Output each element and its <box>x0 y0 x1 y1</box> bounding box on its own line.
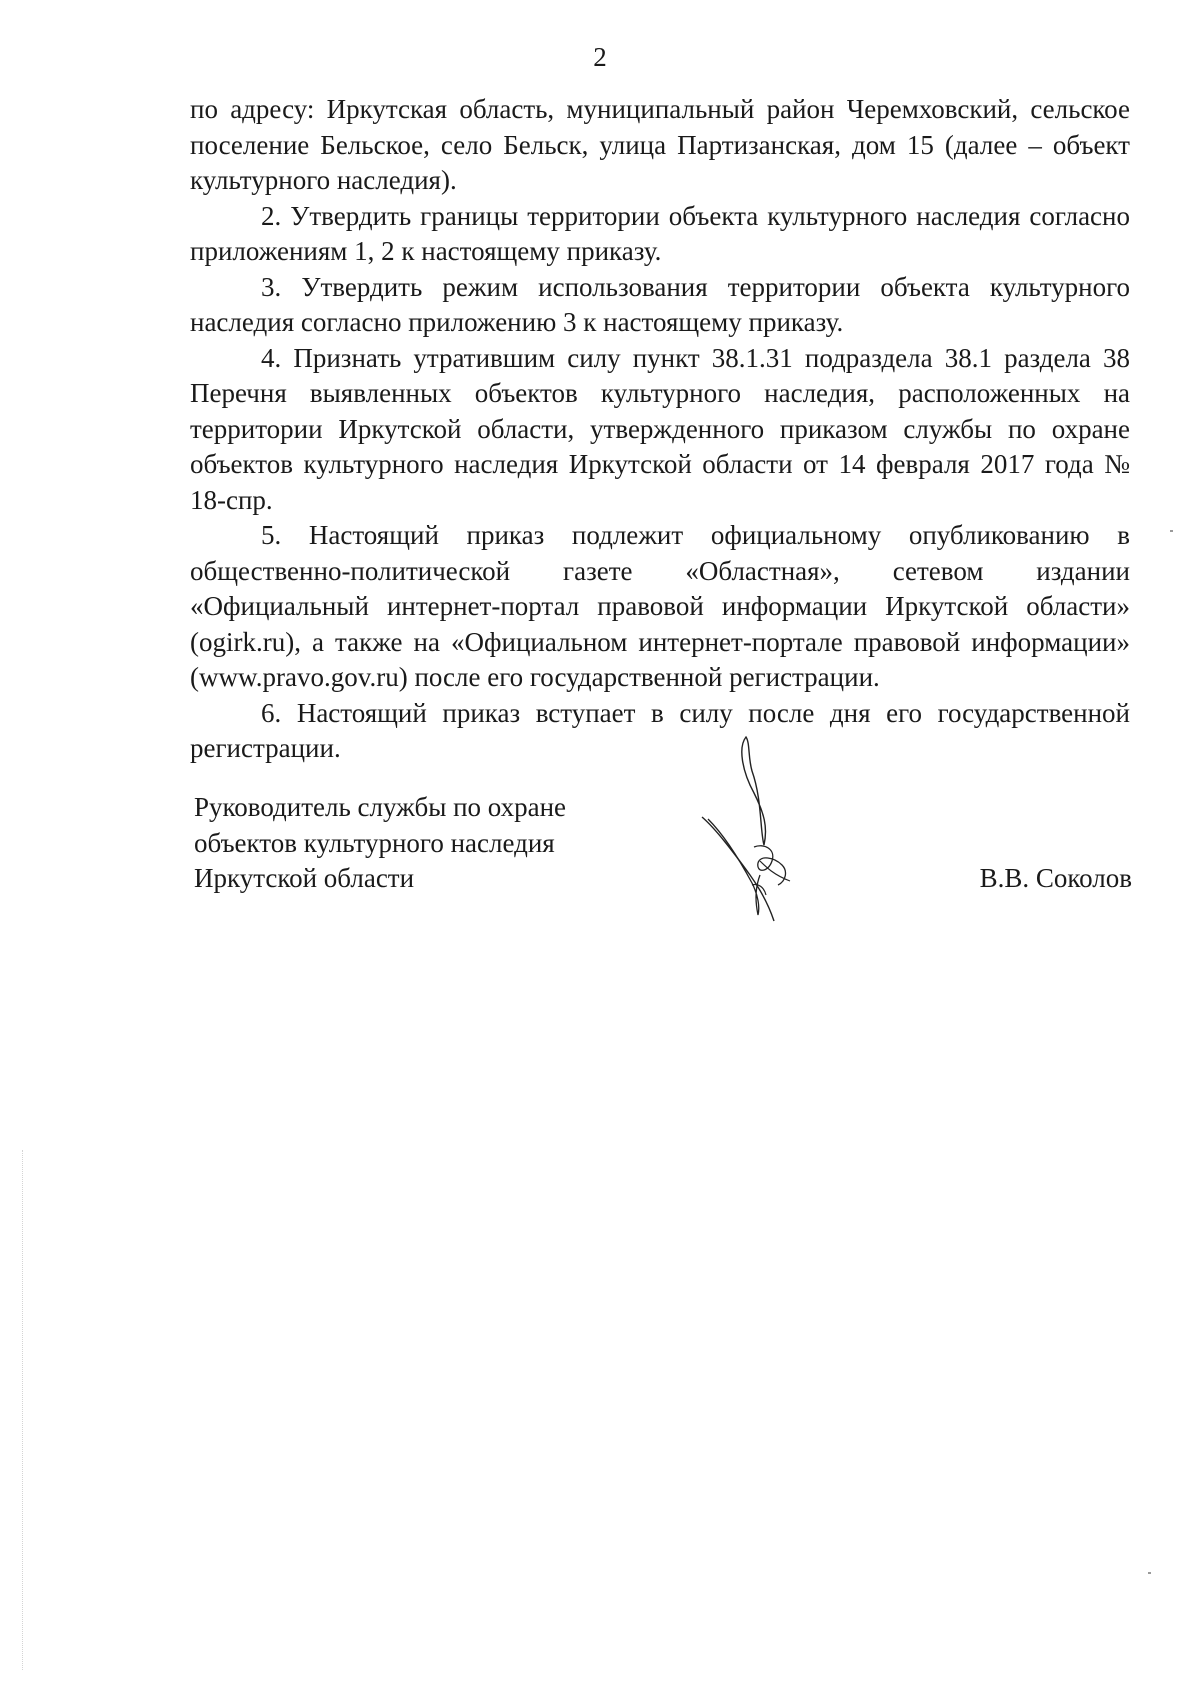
document-body <box>190 92 1130 767</box>
signatory-title-line-2: объектов культурного наследия <box>194 827 555 858</box>
paragraph-item-3: 3. Утвердить режим использования территории объекта культурного наследия согласно приложению 3 к настоящему приказу. <box>190 271 1130 337</box>
scan-speck-artifact <box>1148 1572 1151 1574</box>
scan-edge-artifact <box>22 1150 24 1670</box>
paragraph-address: по адресу: Иркутская область, муниципальный район Черемховский, сельское поселение Бельское, село Бельск, улица Партизанская, дом 15 (далее – объект культурного наследия). <box>190 94 1130 195</box>
signatory-title-line-3: Иркутской области <box>194 863 415 893</box>
signatory-name: В.В. Соколов <box>979 863 1132 893</box>
paragraph-item-6: 6. Настоящий приказ вступает в силу после дня его государственной регистрации. <box>190 697 1130 763</box>
paragraph-item-2: 2. Утвердить границы территории объекта культурного наследия согласно приложениям 1, 2 к настоящему приказу. <box>190 200 1130 266</box>
signature-block <box>194 790 1144 960</box>
signatory-title-line-1: Руководитель службы по охране <box>194 792 567 822</box>
page-number: 2 <box>593 42 607 72</box>
handwritten-signature <box>694 735 824 935</box>
paragraph-item-5: 5. Настоящий приказ подлежит официальному опубликованию в общественно-политической газете «Областная», сетевом издании «Официальный интернет-портал правовой информации Иркутской области» (ogirk.ru), а также на «Официальном интернет-портале правовой информации» (www.pravo.gov.ru) после его государственной регистрации. <box>190 520 1130 692</box>
scan-speck-artifact <box>1170 530 1173 532</box>
paragraph-item-4: 4. Признать утратившим силу пункт 38.1.31 подраздела 38.1 раздела 38 Перечня выявленных объектов культурного наследия, расположенных на территории Иркутской области, утвержденного приказом службы по охране объектов культурного наследия Иркутской области от 14 февраля 2017 года № 18-спр. <box>190 342 1130 515</box>
signatory-title <box>194 790 566 897</box>
